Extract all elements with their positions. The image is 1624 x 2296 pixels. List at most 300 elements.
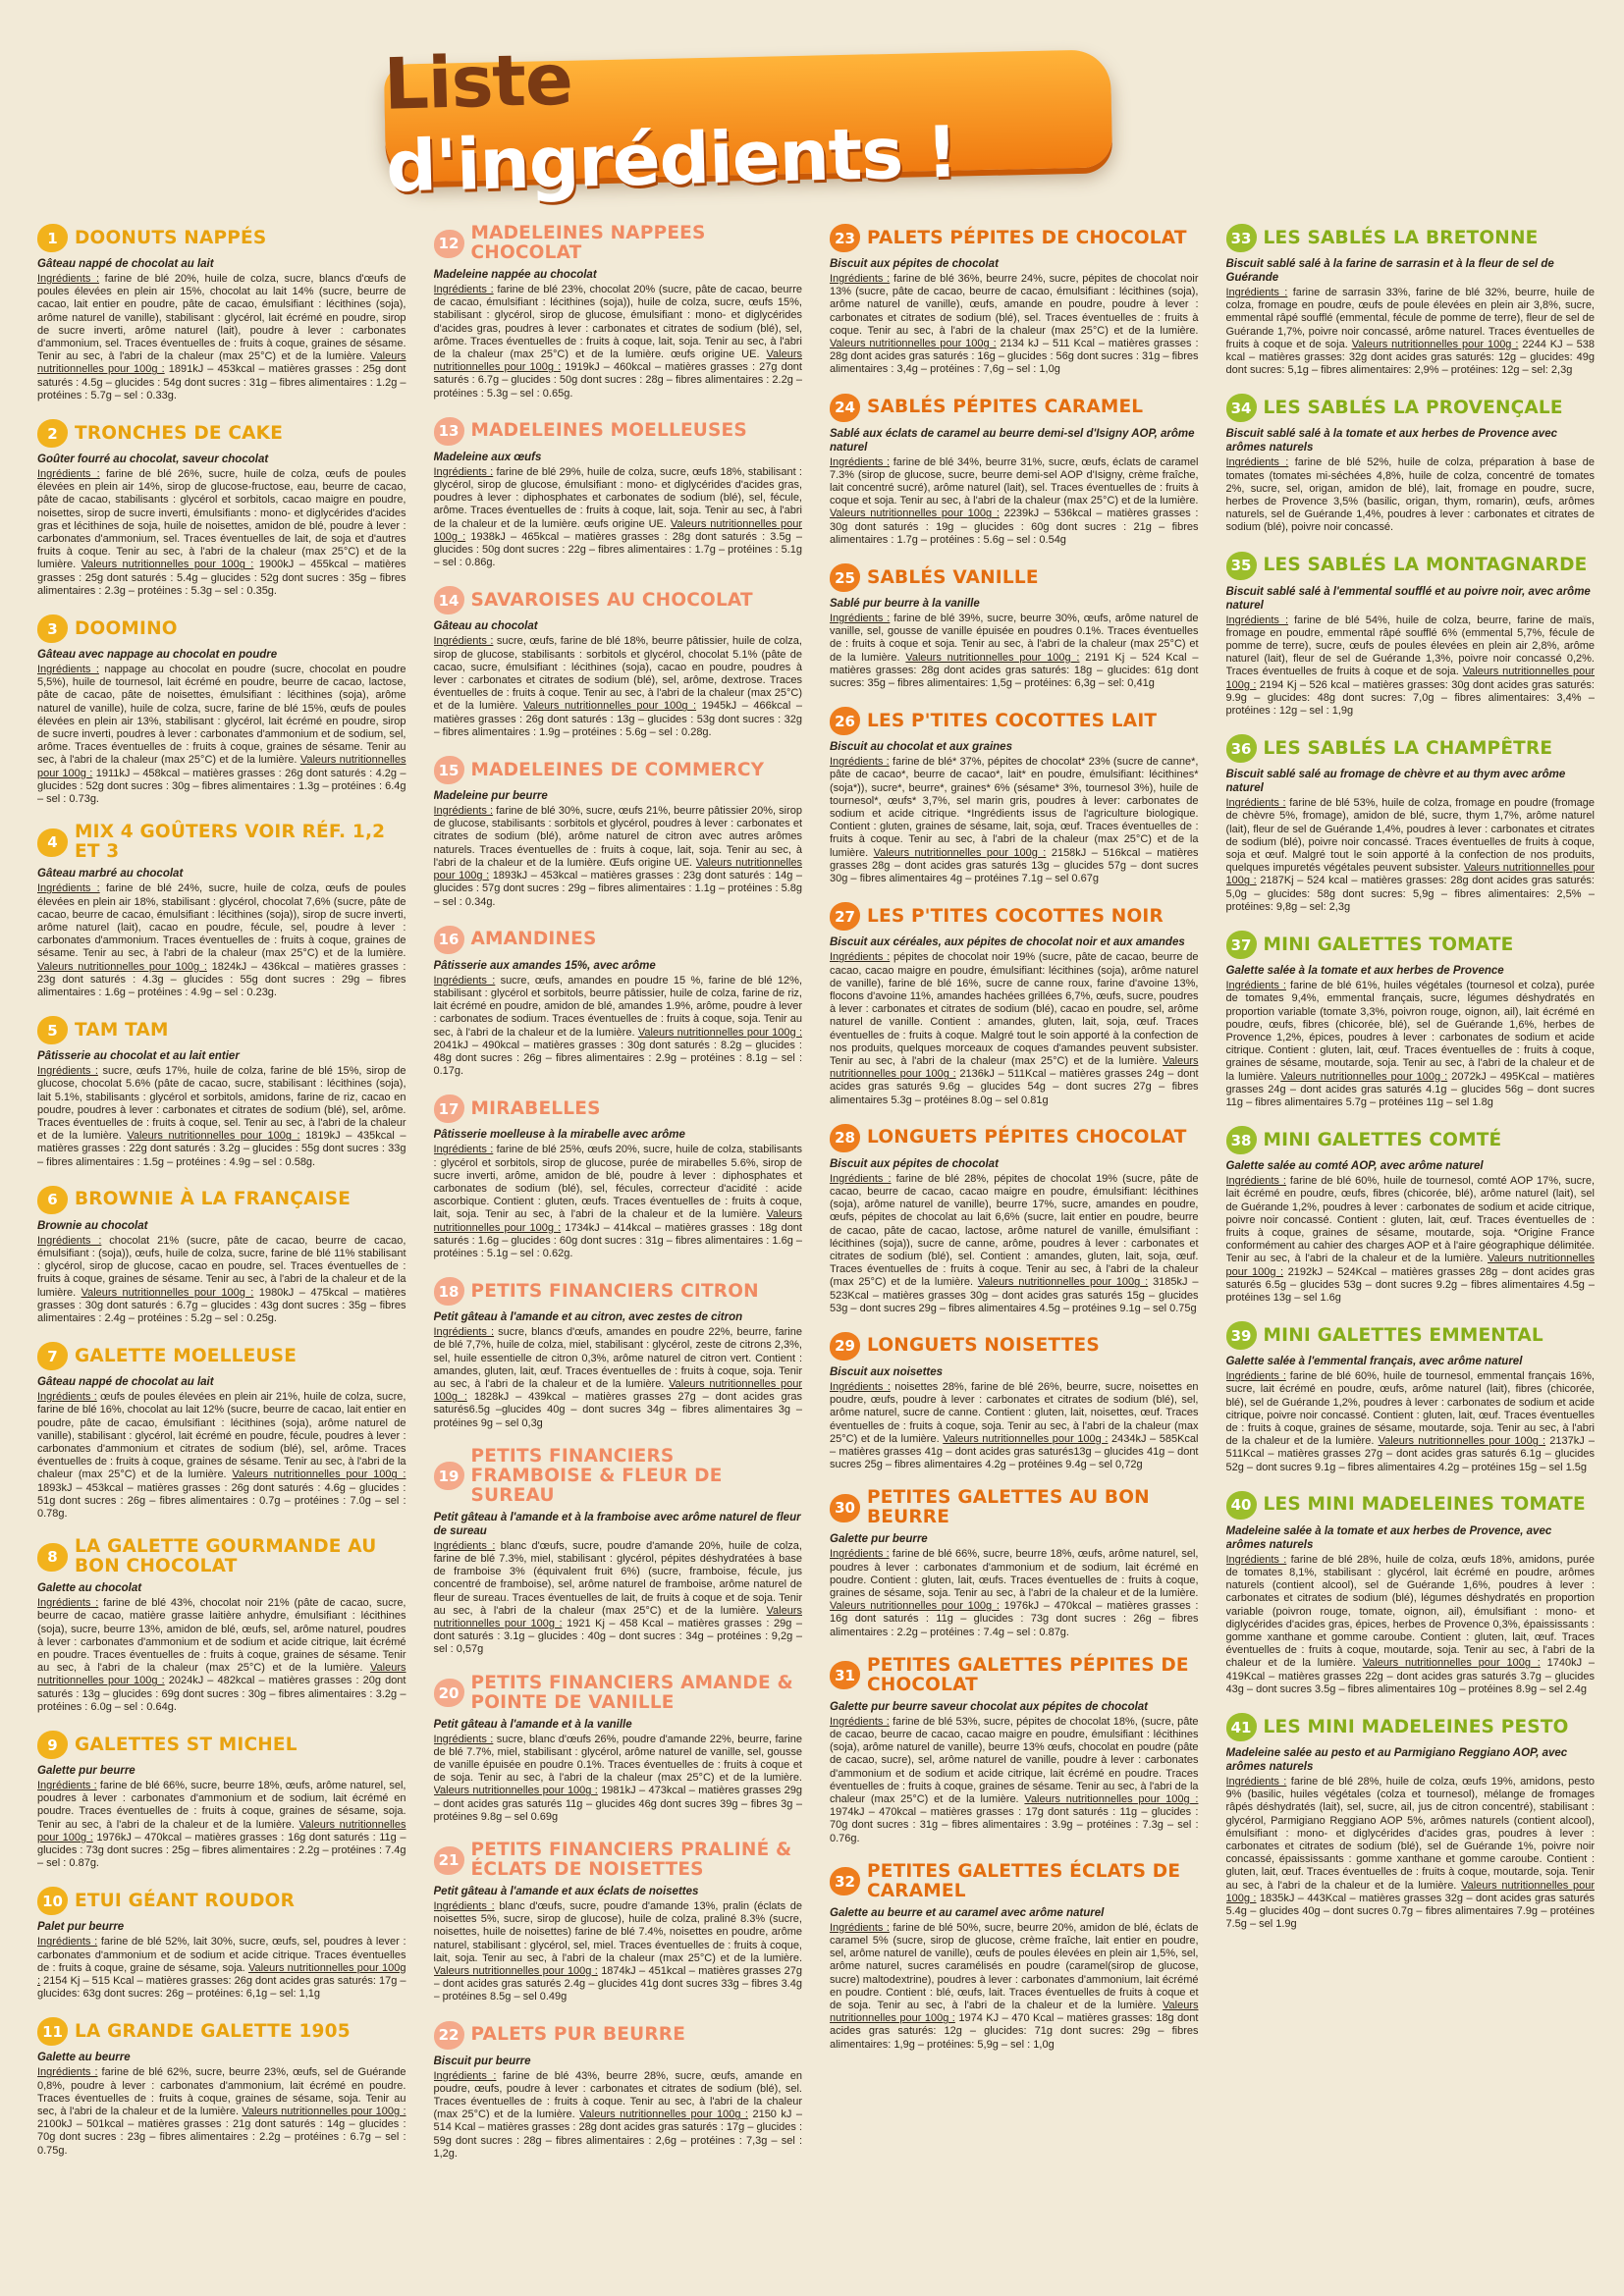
product-header (434, 2021, 803, 2050)
product-title: LONGUETS NOISETTES (867, 1335, 1100, 1357)
page-title-part2: d'ingrédients ! (385, 110, 959, 208)
product-number-badge: 36 (1226, 734, 1257, 763)
product-subtitle: Biscuit sablé salé au fromage de chèvre et au thym avec arôme naturel (1225, 769, 1566, 795)
product-description (37, 468, 406, 598)
product-subtitle: Galette salée au comté AOP, avec arôme naturel (1225, 1160, 1484, 1173)
nutrition-values: 2239kJ – 536kcal – matières grasses : 30g dont saturés : 19g – glucides : 60g dont sucres : 21g – fibres alimentaires : 1.7g – protéines : 5.6g – sel : 0.54g (830, 507, 1199, 546)
product-entry (37, 419, 406, 598)
ingredients-label: Ingrédients : (433, 635, 494, 648)
product-subtitle: Sablé pur beurre à la vanille (830, 598, 980, 611)
ingredients-text: farine de blé 29%, huile de colza, sucre, œufs 18%, stabilisant : glycérol, sirop de glucose, émulsifiant : mono- et diglycérides d'acides gras, poudres à lever : diphosphates et carbonates de sodium (blé), sel, fécule, arôme. Traces éventuelles de : fruits à coque, lait, soja. Tenir au sec, à l'abri de la chaleur et de la lumière. œufs origine UE. (433, 465, 802, 530)
nutrition-label: Valeurs nutritionnelles pour 100g : (37, 1961, 406, 1988)
product-title: PETITS FINANCIERS CITRON (470, 1280, 759, 1302)
product-title: LES SABLÉS LA PROVENÇALE (1263, 397, 1563, 418)
nutrition-values: 2041kJ – 490kcal – matières grasses : 30g dont saturés : 8.2g – glucides : 48g dont sucres : 26g – fibres alimentaires : 2.9g – protéines : 8.1g – sel : 0.17g. (433, 1039, 802, 1078)
ingredients-text: farine de blé 53%, sucre, pépites de chocolat 18%, (sucre, pâte de cacao, beurre de cacao, cacao maigre en poudre, émulsifiant : lécithines (soja), arôme naturel de vanille), beurre 13% œufs, chocolat en poudre (pâte de cacao, sucre), sel, arôme naturel de vanille, poudre à lever : carbonates d'ammonium et de sodium et acide citrique, lait écrémé en poudre. Traces éventuelles de : fruits à coque, graines de sésame. Tenir au sec, à l'abri de la chaleur (max 25°C) et de la lumière. (830, 1715, 1199, 1806)
product-header (37, 614, 406, 643)
product-description (37, 1936, 406, 2001)
ingredients-text: farine de blé 50%, sucre, beurre 20%, amidon de blé, éclats de caramel 5% (sucre, sirop de glucose, crème fraîche, lait entier en poudre, sel, arôme naturel de vanille), œufs de poules élevées en plein air 1,5%, sel, arôme naturel, sucres caramélisés en poudre (caramel(sirop de glucose, sucre) maltodextrine), poudres à lever : carbonates d'ammonium, lait écrémé en poudre. Contient : blé, œufs, lait. Traces éventuelles de fruits à coque et de soja. Tenir au sec, à l'abri de la chaleur et de la lumière. (830, 1921, 1199, 2012)
product-entry (1226, 1713, 1596, 1931)
nutrition-values: 1828kJ – 439kcal – matières grasses 27g – dont acides gras saturés6.5g –glucides 40g – dont sucres 34g – fibres alimentaires 3g – protéines 9g – sel 0,3g (433, 1391, 802, 1429)
product-description (37, 1780, 406, 1870)
product-entry (434, 2021, 803, 2161)
product-number-badge: 30 (830, 1494, 860, 1522)
column-4 (1226, 224, 1596, 2285)
product-description (1226, 1776, 1596, 1931)
ingredients-text: sucre, blanc d'œufs 26%, poudre d'amande 22%, beurre, farine de blé 7.7%, miel, stabilisant : glycérol, arôme naturel de vanille, sel, gousse de vanille épuisée en poudre 0.1%. Traces éventuelles de : fruits à coque et de soja. Tenir au sec, à l'abri de la chaleur (max 25°C) et de la lumière. (433, 1733, 802, 1785)
ingredients-label: Ingrédients : (37, 1065, 98, 1078)
product-entry (434, 756, 803, 909)
product-title: PETITES GALETTES ÉCLATS DE CARAMEL (867, 1860, 1181, 1901)
product-header (434, 756, 803, 784)
product-header (830, 707, 1199, 735)
nutrition-values: 2136kJ – 511Kcal – matières grasses 24g – dont acides gras saturés 9.6g – glucides 54g – dont sucres 27g – fibres alimentaires 5.3g – protéines 8.0g – sel 0.81g (830, 1068, 1199, 1106)
product-title: LES SABLÉS LA BRETONNE (1263, 227, 1539, 248)
product-subtitle: Madeleine aux œufs (433, 451, 542, 463)
product-number-badge: 7 (37, 1342, 68, 1370)
ingredients-label: Ingrédients : (433, 465, 494, 478)
product-number-badge: 11 (37, 2017, 68, 2046)
nutrition-values: 1976kJ – 470kcal – matières grasses : 16g dont saturés : 11g – glucides : 73g dont sucres : 25g – fibres alimentaires : 2.2g – protéines : 7.4g – sel : 0.87g. (37, 1831, 406, 1870)
product-number-badge: 27 (830, 902, 860, 931)
product-title: PETITS FINANCIERS PRALINÉ & ÉCLATS DE NOISETTES (470, 1840, 792, 1881)
product-header (1226, 1491, 1596, 1520)
nutrition-values: 1740kJ – 419Kcal – matières grasses 22g – dont acides gras saturés 3.7g – glucides 43g – dont sucres 3.5g – fibres alimentaires 10g – protéines 8.9g – sel 2.4g (1225, 1657, 1595, 1695)
nutrition-label: Valeurs nutritionnelles pour 100g : (433, 348, 802, 374)
product-entry (1226, 1491, 1596, 1696)
product-title: MADELEINES MOELLEUSES (470, 420, 747, 442)
page-title-part1: Liste (382, 37, 573, 126)
nutrition-label: Valeurs nutritionnelles pour 100g : (1225, 1879, 1595, 1904)
product-subtitle: Brownie au chocolat (37, 1219, 148, 1232)
product-header (1226, 1126, 1596, 1154)
product-title: LES P'TITES COCOTTES LAIT (867, 710, 1158, 731)
product-title: MADELEINES DE COMMERCY (470, 759, 765, 780)
product-entry (830, 1656, 1199, 1845)
product-subtitle: Biscuit aux noisettes (830, 1365, 944, 1378)
product-header (37, 1537, 406, 1576)
nutrition-values: 2150 kJ – 514 Kcal – matières grasses : 28g dont acides gras saturés : 17g – glucides : 59g dont sucres : 28g – fibres alimentaires : 2,6g – protéines : 7,3g – sel : 1,2g. (433, 2109, 802, 2160)
product-title: PALETS PÉPITES DE CHOCOLAT (867, 227, 1187, 248)
product-number-badge: 22 (434, 2021, 464, 2050)
product-header (37, 2017, 406, 2046)
product-subtitle: Gâteau avec nappage au chocolat en poudre (37, 649, 278, 662)
ingredients-text: blanc d'œufs, sucre, poudre d'amande 20%, huile de colza, farine de blé 7.3%, miel, stabilisant : glycérol, pépites déshydratées à base de framboise 3% (équivalent fruit 6%) (sucre, framboise, fécule, jus concentré de framboise), sel, arôme naturel de framboise, arôme naturel de fleur de sureau. Traces éventuelles de lait, de fruits à coque et de soja. Tenir au sec, à l'abri de la chaleur (max 25°C) et de la lumière. (433, 1539, 802, 1617)
product-number-badge: 3 (37, 614, 68, 643)
ingredients-label: Ingrédients : (433, 805, 494, 818)
product-header (1226, 1321, 1596, 1350)
nutrition-label: Valeurs nutritionnelles pour 100g : (232, 1468, 406, 1481)
product-title: PETITS FINANCIERS FRAMBOISE & FLEUR DE SUREAU (470, 1445, 723, 1506)
product-number-badge: 18 (434, 1277, 464, 1306)
product-description (830, 273, 1199, 377)
product-description (1226, 456, 1596, 534)
ingredients-text: farine de blé 30%, sucre, œufs 21%, beurre pâtissier 20%, sirop de glucose, stabilisants : sorbitols et glycérol, poudres à lever : carbonates et citrates de sodium (blé), arôme naturel de citron avec autres arômes naturels. Traces éventuelles de : fruits à coque, lait, soja. Tenir au sec, à l'abri de la chaleur et de la lumière. Œufs origine UE. (433, 805, 802, 869)
ingredients-label: Ingrédients : (830, 1548, 890, 1561)
product-number-badge: 29 (830, 1332, 860, 1361)
product-entry (830, 563, 1199, 690)
ingredients-label: Ingrédients : (1225, 287, 1288, 298)
product-subtitle: Biscuit sablé salé à la tomate et aux herbes de Provence avec arômes naturels (1225, 428, 1557, 454)
ingredients-label: Ingrédients : (830, 1380, 891, 1393)
product-header (434, 926, 803, 954)
product-description (830, 1922, 1199, 2052)
ingredients-label: Ingrédients : (830, 273, 891, 285)
nutrition-values: 2072kJ – 495Kcal – matières grasses 24g – dont acides gras saturés 4.1g – glucides 56g – dont sucres 11g – fibres alimentaires 5.7g – protéines 11g – sel 1.8g (1225, 1070, 1595, 1108)
product-header (434, 417, 803, 446)
product-header (830, 1488, 1199, 1527)
product-description (37, 2066, 406, 2157)
column-2 (434, 224, 803, 2285)
ingredients-text: farine de blé 36%, beurre 24%, sucre, pépites de chocolat noir 13% (sucre, pâte de cacao, beurre de cacao, émulsifiant : lécithines (soja), arôme naturel de vanille), œufs, amande en poudre, poudre à lever : carbonates et citrates de sodium (blé), sel. Traces éventuelles de : fruits à coque. Tenir au sec, à l'abri de la chaleur (max 25°C) et de la lumière. (830, 273, 1199, 337)
product-number-badge: 37 (1226, 931, 1257, 959)
product-number-badge: 1 (37, 224, 68, 252)
nutrition-values: 2134 kJ – 511 Kcal – matières grasses : 28g dont acides gras saturés : 16g – glucides : 56g dont sucres : 31g – fibres alimentaires : 3,4g – protéines : 7,6g – sel : 1,0g (830, 338, 1199, 376)
product-description (1226, 797, 1596, 914)
product-header (37, 1016, 406, 1044)
nutrition-values: 1938kJ – 465kcal – matières grasses : 28g dont saturés : 3.5g – glucides : 50g dont sucres : 22g – fibres alimentaires : 1.7g – protéines : 5.1g – sel : 0.86g. (433, 530, 802, 569)
column-1 (37, 224, 406, 2285)
nutrition-values: 2187Kj – 524 kcal – matières grasses: 28g dont acides gras saturés: 5,0g – glucides: 58g dont sucres: 5,9g – fibres alimentaires: 2,5% – protéines: 9,8g – sel: 2,3g (1225, 875, 1595, 913)
product-subtitle: Petit gâteau à l'amande et à la framboise avec arôme naturel de fleur de sureau (433, 1511, 801, 1537)
product-description (830, 1173, 1199, 1315)
product-title: LA GALETTE GOURMANDE AU BON CHOCOLAT (75, 1536, 377, 1577)
product-description (37, 664, 406, 806)
product-header (434, 1841, 803, 1880)
product-number-badge: 33 (1226, 224, 1257, 252)
nutrition-values: 2158kJ – 516kcal – matières grasses 28g – dont acides gras saturés 13g – glucides 57g – dont sucres 30g – fibres alimentaires 4g – protéines 7.1g – sel 0.67g (830, 846, 1199, 885)
ingredients-label: Ingrédients : (830, 1715, 890, 1728)
nutrition-label: Valeurs nutritionnelles pour 100g : (433, 1604, 802, 1629)
product-header (1226, 224, 1596, 252)
product-number-badge: 23 (830, 224, 860, 252)
product-title: MINI GALETTES TOMATE (1263, 934, 1514, 955)
product-title: MINI GALETTES EMMENTAL (1263, 1324, 1543, 1346)
product-subtitle: Biscuit aux pépites de chocolat (830, 258, 999, 270)
nutrition-values: 1893kJ – 453kcal – matières grasses : 26g dont saturés : 4.6g – glucides : 51g dont sucres : 26g – fibres alimentaires : 0.7g – protéines : 7.0g – sel : 0.78g. (37, 1481, 406, 1520)
nutrition-label: Valeurs nutritionnelles pour 100g : (242, 2106, 406, 2118)
product-entry (37, 1887, 406, 2001)
product-title: GALETTES ST MICHEL (75, 1734, 298, 1755)
title-banner (382, 37, 1111, 208)
product-description (434, 1900, 803, 2004)
product-subtitle: Galette au beurre et au caramel avec arôme naturel (830, 1906, 1105, 1919)
nutrition-label: Valeurs nutritionnelles pour 100g : (1225, 1253, 1595, 1278)
product-subtitle: Galette salée à l'emmental français, avec arôme naturel (1225, 1356, 1523, 1368)
product-subtitle: Gâteau au chocolat (433, 620, 538, 633)
product-entry (37, 224, 406, 402)
ingredients-text: farine de blé 28%, huile de colza, œufs 18%, amidons, purée de tomates 8,1%, stabilisant : glycérol, lait écrémé en poudre, arômes naturels (contient alcool), sel de Guérande 1,6%, poudres à lever : carbonates et citrates de sodium (blé), légumes déshydratés en proportion variable (poivron rouge, tomate, oignon, ail), émulsifiant : mono- et diglycérides d'acides gras, épices, herbes de Provence 0,3%, épaississants : gomme xanthane et gomme caroube. Contient : gluten, lait, œuf. Traces éventuelles de : fruits à coque, moutarde, soja. Tenir au sec, à l'abri de la chaleur et de la lumière. (1225, 1553, 1595, 1670)
ingredients-label: Ingrédients : (37, 1391, 97, 1404)
product-entry (434, 1095, 803, 1260)
product-entry (830, 394, 1199, 547)
product-description (37, 273, 406, 402)
ingredients-text: farine de blé 28%, huile de colza, œufs 19%, amidons, pesto 9% (basilic, huiles végétales (colza et tournesol), mélange de fromages râpés déshydratés (lait), sel, sucre, ail, jus de citron concentré), stabilisant : glycérol, Parmigiano Reggiano AOP 5%, arômes naturels (contient alcool), émulsifiant : mono- et diglycérides d'acides gras, poudres à lever : carbonates et citrates de sodium (blé), sel de Guérande 1%, poivre noir concassé, épaississants : gomme xanthane et gomme caroube. Contient : gluten, lait, œuf. Traces éventuelles de : fruits à coque, moutarde, soja. Tenir au sec, à l'abri de la chaleur et de la lumière. (1225, 1776, 1595, 1892)
product-entry (1226, 224, 1596, 377)
product-entry (830, 1862, 1199, 2052)
product-entry (434, 417, 803, 570)
ingredients-text: farine de blé 39%, sucre, beurre 30%, œufs, arôme naturel de vanille, sel, gousse de vanille épuisée en poudres 0.1%. Traces éventuelles de : fruits à coque et soja. Tenir au sec, à l'abri de la chaleur (max 25°C) et de la lumière. (830, 613, 1199, 664)
product-number-badge: 13 (434, 417, 464, 446)
nutrition-label: Valeurs nutritionnelles pour 100g : (943, 1432, 1109, 1445)
product-description (1226, 287, 1596, 377)
ingredients-text: nappage au chocolat en poudre (sucre, chocolat en poudre 5,5%), huile de tournesol, lait écrémé en poudre, beurre de cacao, lactose, pâte de cacao, pâte de noisettes, émulsifiant : lécithines (soja), arôme naturel de vanille), huile de colza, sucre, farine de blé 15%, œufs de poules élevées en plein air 13%, stabilisant : glycérol, lait écrémé en poudre, sirop de sucre inverti, poudres à lever : carbonates d'ammonium et de sodium, sel, arôme. Traces éventuelles de : fruits à coque, graines de sésame. Tenir au sec, à l'abri de la chaleur (max 25°C) et de la lumière. (37, 664, 406, 767)
product-number-badge: 21 (434, 1846, 464, 1875)
product-number-badge: 15 (434, 756, 464, 784)
product-number-badge: 12 (434, 230, 464, 258)
product-subtitle: Pâtisserie au chocolat et au lait entier (37, 1050, 240, 1063)
ingredients-text: farine de sarrasin 33%, farine de blé 32%, beurre, huile de colza, fromage en poudre, œufs de poule élevées en plein air 3,8%, sucre, emmental râpé soufflé (emmental, fécule de pomme de terre), fleur de sel de Guérande 1,7%, poivre noir concassé, arôme naturel. Traces éventuelles de fruits à coque et de soja. (1225, 287, 1595, 350)
nutrition-label: Valeurs nutritionnelles pour 100g : (873, 846, 1047, 859)
ingredients-label: Ingrédients : (433, 1326, 495, 1339)
product-entry (1226, 394, 1596, 534)
product-entry (37, 1186, 406, 1325)
nutrition-label: Valeurs nutritionnelles pour 100g : (830, 1600, 1000, 1613)
ingredients-label: Ingrédients : (433, 284, 494, 295)
product-subtitle: Petit gâteau à l'amande et à la vanille (433, 1718, 632, 1731)
nutrition-label: Valeurs nutritionnelles pour 100g : (37, 1662, 406, 1687)
product-description (1226, 1370, 1596, 1474)
product-title: SABLÉS PÉPITES CARAMEL (867, 397, 1144, 418)
nutrition-values: 1974kJ – 470kcal – matières grasses : 17g dont saturés : 11g – glucides : 70g dont sucres : 31g – fibres alimentaires : 3.9g – protéines : 7.3g – sel : 0.76g. (830, 1806, 1199, 1844)
product-entry (830, 1332, 1199, 1471)
nutrition-label: Valeurs nutritionnelles pour 100g : (37, 960, 207, 973)
ingredients-text: farine de blé 60%, huile de tournesol, emmental français 16%, sucre, lait écrémé en poudre, œufs, arôme naturel (lait), fibres (chicorée, blé), sel de Guérande 1,2%, poudres à lever : carbonates de sodium et acide citrique, poivre noir concassé. Contient : gluten, lait, œuf. Traces éventuelles de : fruits à coque, graines de sésame, moutarde, soja. Tenir au sec, à l'abri de la chaleur et de la lumière. (1225, 1370, 1595, 1448)
product-number-badge: 19 (434, 1462, 464, 1490)
product-header (37, 1186, 406, 1214)
product-subtitle: Petit gâteau à l'amande et aux éclats de noisettes (433, 1886, 699, 1898)
product-header (830, 1332, 1199, 1361)
product-header (830, 224, 1199, 252)
product-title: PETITES GALETTES PÉPITES DE CHOCOLAT (867, 1654, 1189, 1695)
product-number-badge: 8 (37, 1543, 68, 1572)
product-number-badge: 32 (830, 1867, 860, 1896)
product-description (830, 613, 1199, 690)
product-description (830, 1548, 1199, 1638)
nutrition-label: Valeurs nutritionnelles pour 100g : (830, 507, 1000, 520)
product-title: SABLÉS VANILLE (867, 566, 1039, 588)
ingredients-text: farine de blé 60%, huile de tournesol, comté AOP 17%, sucre, lait écrémé en poudre, œufs, fibres (chicorée, blé), arôme naturel (lait), sel de Guérande 1,2%, poudres à lever : carbonates de sodium et acide citrique, poivre noir concassé. Contient : gluten, lait, œuf. Traces éventuelles de : fruits à coque, graines de sésame, moutarde, soja. *Origine France conformément au cahier des charges AOP et à l'aire géographique délimitée. Tenir au sec, à l'abri de la chaleur et de la lumière. (1225, 1175, 1595, 1265)
product-entry (37, 1016, 406, 1169)
product-header (37, 419, 406, 448)
ingredients-label: Ingrédients : (433, 1733, 494, 1745)
product-description (434, 1540, 803, 1657)
product-title: GALETTE MOELLEUSE (75, 1345, 298, 1366)
nutrition-label: Valeurs nutritionnelles pour 100g : (1225, 666, 1595, 691)
product-description (830, 456, 1199, 547)
product-description (830, 1716, 1199, 1845)
ingredients-text: sucre, œufs, amandes en poudre 15 %, farine de blé 12%, stabilisant : glycérol et sorbitols, beurre pâtissier, huile de colza, farine de riz, lait écrémé en poudre, amidon de blé, amandes 1.9%, arôme, poudre à lever : carbonates de sodium. Traces éventuelles de : fruits à coque, soja. Tenir au sec, à l'abri de la chaleur et de la lumière. (433, 974, 802, 1039)
ingredients-label: Ingrédients : (37, 1780, 97, 1792)
product-header (830, 563, 1199, 592)
ingredients-label: Ingrédients : (433, 2069, 497, 2082)
product-header (830, 902, 1199, 931)
product-description (434, 1734, 803, 1824)
product-entry (1226, 734, 1596, 914)
nutrition-label: Valeurs nutritionnelles pour 100g : (1351, 338, 1519, 350)
page-title (383, 24, 1113, 207)
product-title: LES P'TITES COCOTTES NOIR (867, 905, 1164, 927)
product-title: LES MINI MADELEINES TOMATE (1263, 1494, 1586, 1516)
product-title: ETUI GÉANT ROUDOR (75, 1890, 296, 1911)
product-description (830, 1381, 1199, 1471)
ingredients-text: œufs de poules élevées en plein air 21%, huile de colza, sucre, farine de blé 16%, chocolat au lait 12% (sucre, beurre de cacao, lait entier en poudre, pâte de cacao, émulsifiant : lécithines (soja), arôme naturel de vanille), stabilisant : glycérol, lait écrémé en poudre, fécule, poudres à lever : carbonates d'ammonium et citrates de sodium (blé), sel, arôme. Traces éventuelles de : fruits à coque, graines de sésame. Tenir au sec, à l'abri de la chaleur (max 25°C) et de la lumière. (37, 1391, 406, 1481)
product-subtitle: Goûter fourré au chocolat, saveur chocolat (37, 454, 269, 466)
ingredients-label: Ingrédients : (37, 2066, 98, 2079)
product-number-badge: 20 (434, 1679, 464, 1707)
nutrition-label: Valeurs nutritionnelles pour 100g : (1378, 1435, 1546, 1448)
ingredients-label: Ingrédients : (433, 974, 496, 987)
ingredients-label: Ingrédients : (37, 882, 100, 895)
ingredients-text: farine de blé 20%, huile de colza, sucre, blancs d'œufs de poules élevées en plein air 15%, chocolat au lait 14% (sucre, beurre de cacao, lait entier en poudre, pâte de cacao, émulsifiant : lécithines (soja), arôme naturel de vanille), stabilisant : glycérol, lait écrémé en poudre, sirop de sucre inverti, arôme naturel (lait), poudre à lever : carbonates d'ammonium, sel. Traces éventuelles de : fruits à coque, graines de sésame. Tenir au sec, à l'abri de la chaleur (max 25°C) et de la lumière. (37, 273, 406, 363)
product-subtitle: Palet pur beurre (37, 1921, 125, 1934)
column-3 (830, 224, 1199, 2285)
product-title: BROWNIE À LA FRANÇAISE (75, 1189, 352, 1210)
product-subtitle: Galette pur beurre (830, 1533, 928, 1546)
product-description (37, 882, 406, 999)
product-description (1226, 1175, 1596, 1305)
product-number-badge: 31 (830, 1661, 860, 1689)
nutrition-values: 1980kJ – 475kcal – matières grasses : 30g dont saturés : 6.7g – glucides : 43g dont sucres : 35g – fibres alimentaires : 2.4g – protéines : 5.2g – sel : 0.25g. (37, 1286, 406, 1324)
product-subtitle: Biscuit sablé salé à l'emmental soufflé et au poivre noir, avec arôme naturel (1225, 585, 1591, 612)
ingredients-label: Ingrédients : (37, 1597, 99, 1610)
nutrition-label: Valeurs nutritionnelles pour 100g : (433, 1208, 802, 1234)
product-number-badge: 26 (830, 707, 860, 735)
product-title: LA GRANDE GALETTE 1905 (75, 2020, 351, 2042)
nutrition-label: Valeurs nutritionnelles pour 100g : (127, 1130, 300, 1143)
product-description (37, 1391, 406, 1521)
product-subtitle: Petit gâteau à l'amande et au citron, avec zestes de citron (433, 1311, 743, 1324)
product-number-badge: 4 (37, 828, 68, 857)
product-entry (830, 224, 1199, 377)
ingredients-text: farine de blé 53%, huile de colza, fromage en poudre (fromage de chèvre 5%, fromage), amidon de blé, sucre, thym 1,7%, arôme naturel (lait), fleur de sel de Guérande 1,4%, poudres à lever : carbonates et citrates de sodium (blé), poivre noir concassé. Traces éventuelles de fruits à coque, soja et œuf. Malgré tout le soin apporté à la confection de nos produits, quelques impuretés végétales peuvent subsister. (1225, 797, 1595, 875)
nutrition-label: Valeurs nutritionnelles pour 100g : (37, 754, 406, 779)
nutrition-values: 2154 Kj – 515 Kcal – matières grasses: 26g dont acides gras saturés: 17g – glucides: 63g dont sucres: 26g – protéines: 6,1g – sel: 1,1g (37, 1975, 406, 2001)
product-header (830, 394, 1199, 422)
ingredients-label: Ingrédients : (830, 1921, 890, 1934)
product-entry (1226, 1126, 1596, 1305)
product-entry (37, 1731, 406, 1870)
product-subtitle: Pâtisserie moelleuse à la mirabelle avec arôme (433, 1129, 685, 1142)
ingredients-label: Ingrédients : (37, 1936, 98, 1949)
product-number-badge: 38 (1226, 1126, 1257, 1154)
product-header (1226, 552, 1596, 580)
product-title: TAM TAM (75, 1019, 169, 1041)
product-header (830, 1656, 1199, 1695)
product-title: SAVAROISES AU CHOCOLAT (470, 589, 753, 611)
ingredient-columns (37, 224, 1595, 2285)
product-entry (434, 1841, 803, 2004)
product-number-badge: 35 (1226, 552, 1257, 580)
nutrition-values: 1974 KJ – 470 Kcal – matières grasses: 18g dont acides gras saturés: 12g – glucides: 71g dont sucres: 29g – fibres alimentaires: 1,9g – protéines: 5,9g – sel : 1,0g (830, 2012, 1199, 2051)
ingredients-label: Ingrédients : (37, 273, 100, 285)
nutrition-label: Valeurs nutritionnelles pour 100g : (579, 2109, 748, 2121)
product-entry (1226, 931, 1596, 1109)
product-description (37, 1065, 406, 1169)
product-header (37, 1731, 406, 1759)
nutrition-values: 1900kJ – 455kcal – matières grasses : 25g dont saturés : 5.4g – glucides : 52g dont sucres : 35g – fibres alimentaires : 2.3g – protéines : 5.3g – sel : 0.35g. (37, 559, 406, 597)
product-description (37, 1597, 406, 1714)
product-title: DOONUTS NAPPÉS (75, 227, 267, 248)
product-subtitle: Biscuit aux pépites de chocolat (830, 1157, 999, 1170)
product-description (1226, 614, 1596, 719)
product-subtitle: Biscuit aux céréales, aux pépites de chocolat noir et aux amandes (830, 936, 1185, 949)
ingredients-text: farine de blé* 37%, pépites de chocolat* 23% (sucre de canne*, pâte de cacao*, beurre de cacao*, lait* en poudre, émulsifiant: lécithines* (soja*)), sucre*, beurre*, graines* 6% (sésame* 3%, tournesol 3%), huile de tournesol*, œufs* 3,7%, sel marin gris, poudres à lever: carbonates de sodium et acide citrique. *Ingrédients issus de l'agriculture biologique. Contient : gluten, graines de sésame, lait, soja, œuf. Traces éventuelles de : fruits à coque. Tenir au sec, à l'abri de la chaleur (max 25°C) et de la lumière. (830, 756, 1199, 859)
nutrition-label: Valeurs nutritionnelles pour 100g : (37, 350, 406, 376)
product-number-badge: 2 (37, 419, 68, 448)
nutrition-label: Valeurs nutritionnelles pour 100g : (1280, 1070, 1448, 1083)
product-number-badge: 39 (1226, 1321, 1257, 1350)
nutrition-label: Valeurs nutritionnelles pour 100g : (637, 1026, 802, 1039)
ingredients-text: sucre, blancs d'œufs, amandes en poudre 22%, beurre, farine de blé 7,7%, huile de colza, miel, stabilisant : glycérol, zeste de citrons 2,3%, sel, huile essentielle de citron 0,3%, arôme naturel de citron vert. Contient : amandes, gluten, lait, œuf. Traces éventuelles de : fruits à coque, soja. Tenir au sec, à l'abri de la chaleur et de la lumière. (433, 1326, 802, 1390)
nutrition-values: 2192kJ – 524Kcal – matières grasses 28g – dont acides gras saturés 6.5g – glucides 53g – dont sucres 9.2g – fibres alimentaires 4.5g – protéines 13g – sel 1.6g (1225, 1265, 1595, 1304)
product-entry (434, 1447, 803, 1657)
product-number-badge: 10 (37, 1887, 68, 1915)
product-entry (37, 1342, 406, 1521)
nutrition-values: 1911kJ – 458kcal – matières grasses : 26g dont saturés : 4.2g – glucides : 52g dont sucres : 30g – fibres alimentaires : 1.3g – protéines : 6.4g – sel : 0.73g. (37, 767, 406, 806)
product-number-badge: 6 (37, 1186, 68, 1214)
product-entry (434, 1674, 803, 1824)
product-title: PETITS FINANCIERS AMANDE & POINTE DE VANILLE (470, 1672, 793, 1713)
ingredients-label: Ingrédients : (1225, 1370, 1286, 1383)
product-number-badge: 41 (1226, 1713, 1257, 1741)
ingredients-text: farine de blé 23%, chocolat 20% (sucre, pâte de cacao, beurre de cacao, émulsifiant : lécithines (soja)), huile de colza, sucre, œufs 15%, stabilisant : glycérol, sirop de glucose, émulsifiant : mono- et diglycérides d'acides gras, poudres à lever : carbonates et citrates de sodium (blé), sel, arôme. Traces éventuelles de : fruits à coque, lait, soja. Tenir au sec, à l'abri de la chaleur (max 25°C) et de la lumière. œufs origine UE. (433, 284, 802, 361)
product-header (434, 1095, 803, 1123)
product-description (434, 466, 803, 570)
ingredients-label: Ingrédients : (830, 951, 891, 964)
product-number-badge: 14 (434, 586, 464, 614)
ingredients-text: chocolat 21% (sucre, pâte de cacao, beurre de cacao, émulsifiant : (soja)), œufs, huile de colza, sucre, farine de blé 11% stabilisant : glycérol, sirop de glucose, cacao en poudre, sel. Traces éventuelles de : fruits à coque, graines de sésame. Tenir au sec, à l'abri de la chaleur et de la lumière. (37, 1234, 406, 1299)
product-subtitle: Galette salée à la tomate et aux herbes de Provence (1225, 965, 1504, 978)
nutrition-values: 2434kJ – 585Kcal – matières grasses 41g – dont acides gras saturés13g – glucides 41g – dont sucres 25g – fibres alimentaires 4.2g – protéines 9.4g – sel 0,72g (830, 1432, 1199, 1471)
ingredients-label: Ingrédients : (1225, 614, 1289, 626)
ingredients-label: Ingrédients : (1225, 1553, 1287, 1566)
product-description (434, 805, 803, 909)
product-number-badge: 5 (37, 1016, 68, 1044)
nutrition-label: Valeurs nutritionnelles pour 100g : (1362, 1657, 1541, 1670)
product-description (37, 1235, 406, 1325)
ingredients-text: farine de blé 26%, sucre, huile de colza, œufs de poules élevées en plein air 14%, sirop de glucose-fructose, eau, beurre de cacao, pâte de cacao, stabilisants : glycérol et sorbitols, cacao maigre en poudre, noisettes, sirop de sucre inverti, émulsifiants : mono- et diglycérides d'acides gras et lécithines de soja, huile de noisettes, amidon de blé, poudre à lever : carbonates d'ammonium, sel. Traces éventuelles de lait, de soja et d'autres fruits à coque. Tenir au sec, à l'abri de la chaleur (max 25°C) et de la lumière. (37, 468, 406, 571)
product-header (37, 823, 406, 862)
ingredients-text: farine de blé 62%, sucre, beurre 23%, œufs, sel de Guérande 0,8%, poudre à lever : carbonates d'ammonium, lait écrémé en poudre. Traces éventuelles de : fruits à coque, graines de sésame, soja. Tenir au sec, à l'abri de la chaleur et de la lumière. (37, 2066, 406, 2118)
nutrition-values: 1874kJ – 451kcal – matières grasses 27g – dont acides gras saturés 2.4g – glucides 41g dont sucres 33g – fibres 3.4g – protéines 8.5g – sel 0.49g (433, 1965, 802, 2003)
product-header (1226, 734, 1596, 763)
ingredients-text: farine de blé 52%, huile de colza, préparation à base de tomates (tomates mi-séchées 4,8%, huile de colza, concentré de tomates 2%, sucre, sel, origan, amidon de blé), lait, fromage en poudre, sucre, herbes de Provence 3,5% (basilic, origan, thym, romarin), œufs, arômes naturels, sel de Guérande 1,4%, poudres à lever : carbonates et citrates de sodium (blé), poivre noir concassé. (1225, 456, 1595, 534)
product-subtitle: Biscuit sablé salé à la farine de sarrasin et à la fleur de sel de Guérande (1225, 258, 1554, 284)
nutrition-label: Valeurs nutritionnelles pour 100g : (830, 2000, 1199, 2025)
nutrition-values: 1945kJ – 466kcal – matières grasses : 26g dont saturés : 13g – glucides : 53g dont sucres : 32g – fibres alimentaires : 1.9g – protéines : 5.6g – sel : 0.28g. (433, 700, 802, 738)
nutrition-label: Valeurs nutritionnelles pour 100g : (905, 651, 1080, 664)
nutrition-label: Valeurs nutritionnelles pour 100g : (433, 856, 802, 882)
product-subtitle: Madeleine pur beurre (433, 790, 548, 803)
product-subtitle: Biscuit pur beurre (433, 2055, 531, 2067)
product-entry (830, 1488, 1199, 1638)
product-subtitle: Galette pur beurre (37, 1765, 135, 1778)
product-description (434, 1144, 803, 1260)
ingredients-text: sucre, œufs 17%, huile de colza, farine de blé 15%, sirop de glucose, chocolat 5.6% (pâte de cacao, sucre, stabilisant : lécithines (soja), lait 5.1%, stabilisants : glycérol et sorbitols, amidons, farine de riz, cacao en poudre, poudres à lever : carbonates et citrates de sodium (blé), sel, arôme. Traces éventuelles de : fruits à coque, sel. Tenir au sec, à l'abri de la chaleur et de la lumière. (37, 1065, 406, 1143)
product-header (434, 224, 803, 263)
ingredients-label: Ingrédients : (1225, 1776, 1287, 1789)
product-number-badge: 40 (1226, 1491, 1257, 1520)
nutrition-values: 1819kJ – 435kcal – matières grasses : 22g dont saturés : 3.2g – glucides : 55g dont sucres : 33g – fibres alimentaires : 1.5g – protéines : 4.9g – sel : 0.58g. (37, 1130, 406, 1168)
product-title: PETITES GALETTES AU BON BEURRE (867, 1487, 1150, 1528)
product-title: MIRABELLES (470, 1097, 601, 1119)
product-title: MINI GALETTES COMTÉ (1263, 1129, 1502, 1150)
product-entry (434, 926, 803, 1079)
product-header (37, 1887, 406, 1915)
nutrition-label: Valeurs nutritionnelles pour 100g : (522, 700, 697, 713)
product-number-badge: 16 (434, 926, 464, 954)
